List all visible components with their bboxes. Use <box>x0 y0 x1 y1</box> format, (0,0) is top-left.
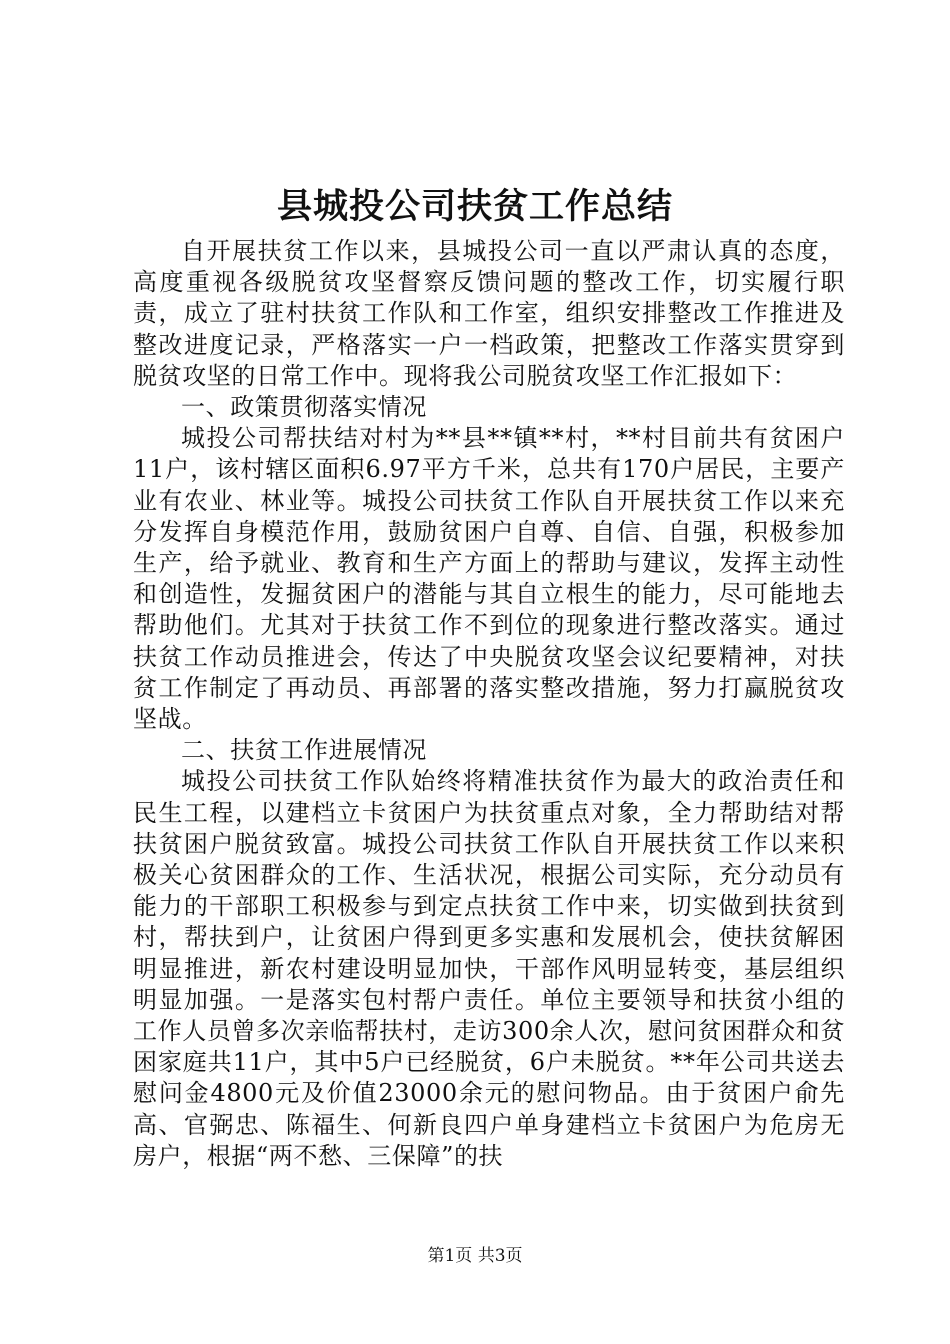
page-footer: 第1页 共3页 <box>427 1246 523 1266</box>
section-heading-policy: 一、政策贯彻落实情况 <box>181 393 427 422</box>
document-body <box>133 236 845 1172</box>
intro-paragraph: 自开展扶贫工作以来，县城投公司一直以严肃认真的态度，高度重视各级脱贫攻坚督察反馈问题的整改工作，切实履行职责，成立了驻村扶贫工作队和工作室，组织安排整改工作推进及整改进度记录，严格落实一户一档政策，把整改工作落实贯穿到脱贫攻坚的日常工作中。现将我公司脱贫攻坚工作汇报如下： <box>133 237 845 390</box>
progress-paragraph: 城投公司扶贫工作队始终将精准扶贫作为最大的政治责任和民生工程，以建档立卡贫困户为扶贫重点对象，全力帮助结对帮扶贫困户脱贫致富。城投公司扶贫工作队自开展扶贫工作以来积极关心贫困群众的工作、生活状况，根据公司实际，充分动员有能力的干部职工积极参与到定点扶贫工作中来，切实做到扶贫到村，帮扶到户，让贫困户得到更多实惠和发展机会，使扶贫解困明显推进，新农村建设明显加快，干部作风明显转变，基层组织明显加强。一是落实包村帮户责任。单位主要领导和扶贫小组的工作人员曾多次亲临帮扶村，走访300余人次，慰问贫困群众和贫困家庭共11户，其中5户已经脱贫，6户未脱贫。**年公司共送去慰问金4800元及价值23000余元的慰问物品。由于贫困户俞先高、官弼忠、陈福生、何新良四户单身建档立卡贫困户为危房无房户，根据“两不愁、三保障”的扶 <box>133 767 845 1170</box>
section-heading-progress: 二、扶贫工作进展情况 <box>181 736 427 765</box>
document-title: 县城投公司扶贫工作总结 <box>276 186 673 227</box>
policy-paragraph: 城投公司帮扶结对村为**县**镇**村，**村目前共有贫困户11户，该村辖区面积6.97平方千米，总共有170户居民，主要产业有农业、林业等。城投公司扶贫工作队自开展扶贫工作以来充分发挥自身模范作用，鼓励贫困户自尊、自信、自强，积极参加生产，给予就业、教育和生产方面上的帮助与建议，发挥主动性和创造性，发掘贫困户的潜能与其自立根生的能力，尽可能地去帮助他们。尤其对于扶贫工作不到位的现象进行整改落实。通过扶贫工作动员推进会，传达了中央脱贫攻坚会议纪要精神，对扶贫工作制定了再动员、再部署的落实整改措施，努力打赢脱贫攻坚战。 <box>133 424 845 734</box>
